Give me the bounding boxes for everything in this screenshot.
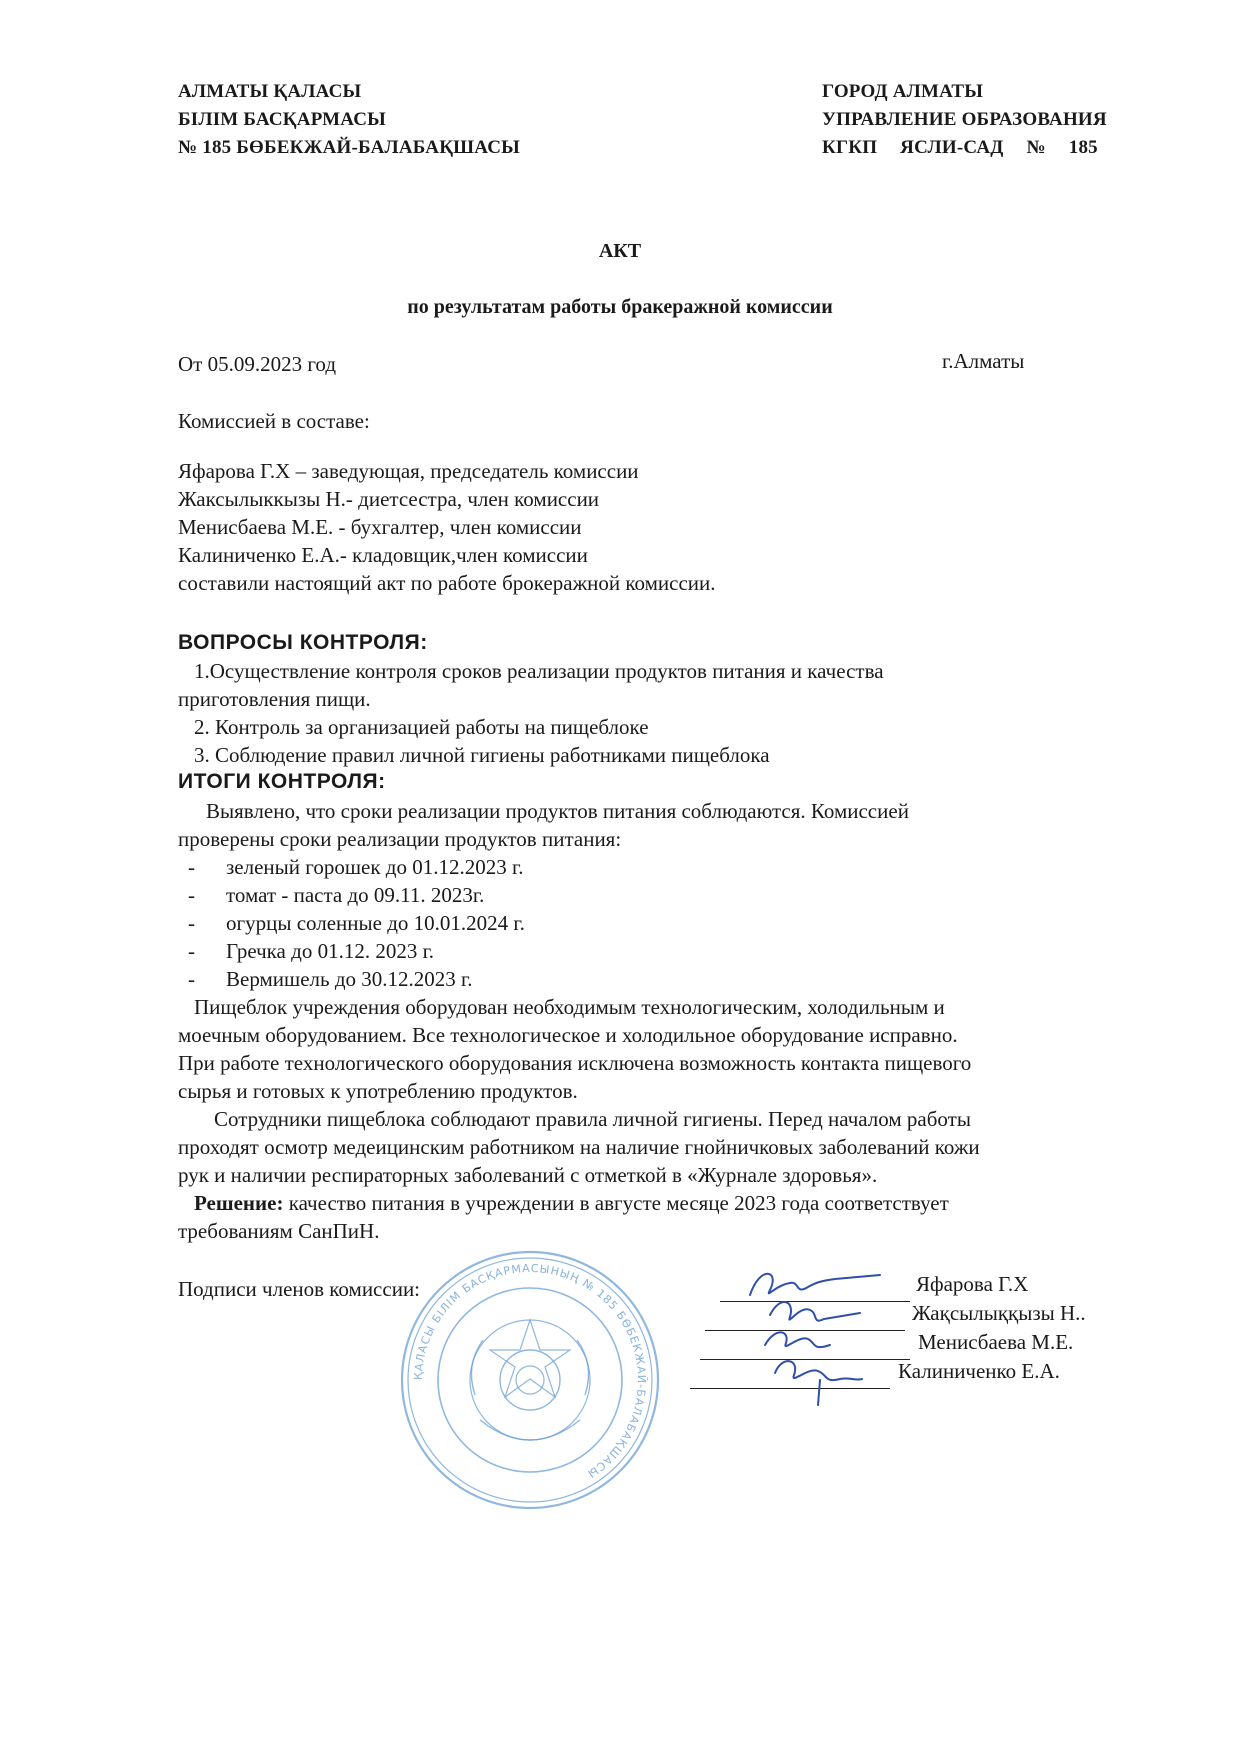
- results-intro-line1: Выявлено, что сроки реализации продуктов питания соблюдаются. Комиссией: [206, 799, 909, 823]
- commission-outro: составили настоящий акт по работе брокеражной комиссии.: [178, 571, 716, 595]
- header-right: [822, 78, 1107, 162]
- commission-member: Жаксылыккызы Н.- диетсестра, член комиссии: [178, 487, 600, 511]
- question-1-line1: 1.Осуществление контроля сроков реализации продуктов питания и качества: [194, 659, 884, 683]
- header-right-line3: КГКП ЯСЛИ-САД № 185: [822, 137, 1098, 158]
- questions-heading: ВОПРОСЫ КОНТРОЛЯ:: [178, 631, 428, 654]
- act-subtitle: по результатам работы бракеражной комиссии: [407, 296, 833, 318]
- decision-line2: требованиям СанПиН.: [178, 1219, 380, 1243]
- results-body: [178, 797, 980, 1245]
- para1-line: Пищеблок учреждения оборудован необходимым технологическим, холодильным и: [194, 995, 945, 1019]
- signature-name: Жақсылыққызы Н..: [912, 1301, 1086, 1325]
- questions-list: [178, 657, 884, 769]
- signature-name: Яфарова Г.Х: [916, 1272, 1029, 1296]
- question-1-line2: приготовления пищи.: [178, 687, 371, 711]
- para1-line: моечным оборудованием. Все технологическое и холодильное оборудование исправно.: [178, 1023, 958, 1047]
- header-left-line3: № 185 БӨБЕКЖАЙ-БАЛАБАҚШАСЫ: [178, 137, 520, 158]
- header-right-line1: ГОРОД АЛМАТЫ: [822, 81, 984, 102]
- para2-line: проходят осмотр медеицинским работником на наличие гнойничковых заболеваний кожи: [178, 1135, 980, 1159]
- decision-label: Решение:: [194, 1191, 284, 1215]
- handwritten-signatures: [720, 1255, 920, 1415]
- product-item: - зеленый горошек до 01.12.2023 г.: [188, 855, 524, 879]
- results-heading: ИТОГИ КОНТРОЛЯ:: [178, 770, 386, 793]
- commission-member: Менисбаева М.Е. - бухгалтер, член комиссии: [178, 515, 582, 539]
- act-date: От 05.09.2023 год: [178, 352, 337, 376]
- para2-line: Сотрудники пищеблока соблюдают правила личной гигиены. Перед началом работы: [214, 1107, 971, 1131]
- commission-intro: Комиссией в составе:: [178, 409, 370, 433]
- product-item: - огурцы соленные до 10.01.2024 г.: [188, 911, 525, 935]
- signature-name: Менисбаева М.Е.: [918, 1330, 1074, 1354]
- results-intro-line2: проверены сроки реализации продуктов питания:: [178, 827, 622, 851]
- official-stamp: [395, 1245, 665, 1515]
- para1-line: При работе технологического оборудования исключена возможность контакта пищевого: [178, 1051, 972, 1075]
- product-item: - Гречка до 01.12. 2023 г.: [188, 939, 435, 963]
- question-3: 3. Соблюдение правил личной гигиены работниками пищеблока: [194, 743, 770, 767]
- stamp-ring-text: ҚАЛАСЫ БІЛІМ БАСҚАРМАСЫНЫҢ № 185 БӨБЕКЖАЙ-БАЛАБАҚШАСЫ: [411, 1261, 649, 1481]
- signatures-label: Подписи членов комиссии:: [178, 1277, 421, 1301]
- header-right-line2: УПРАВЛЕНИЕ ОБРАЗОВАНИЯ: [822, 109, 1107, 130]
- act-title: АКТ: [598, 240, 642, 262]
- product-item: - Вермишель до 30.12.2023 г.: [188, 967, 473, 991]
- commission-members: [178, 457, 716, 597]
- act-city: г.Алматы: [942, 349, 1025, 373]
- commission-member: Яфарова Г.Х – заведующая, председатель комиссии: [178, 459, 639, 483]
- header-left-line1: АЛМАТЫ ҚАЛАСЫ: [178, 81, 362, 102]
- question-2: 2. Контроль за организацией работы на пищеблоке: [194, 715, 649, 739]
- decision-line1: Решение: качество питания в учреждении в августе месяце 2023 года соответствует: [194, 1191, 949, 1215]
- para1-line: сырья и готовых к употреблению продуктов.: [178, 1079, 578, 1103]
- product-item: - томат - паста до 09.11. 2023г.: [188, 883, 485, 907]
- signature-name: Калиниченко Е.А.: [898, 1359, 1060, 1383]
- header-left: [178, 78, 520, 162]
- commission-member: Калиниченко Е.А.- кладовщик,член комиссии: [178, 543, 588, 567]
- header-left-line2: БІЛІМ БАСҚАРМАСЫ: [178, 109, 387, 130]
- para2-line: рук и наличии респираторных заболеваний с отметкой в «Журнале здоровья».: [178, 1163, 878, 1187]
